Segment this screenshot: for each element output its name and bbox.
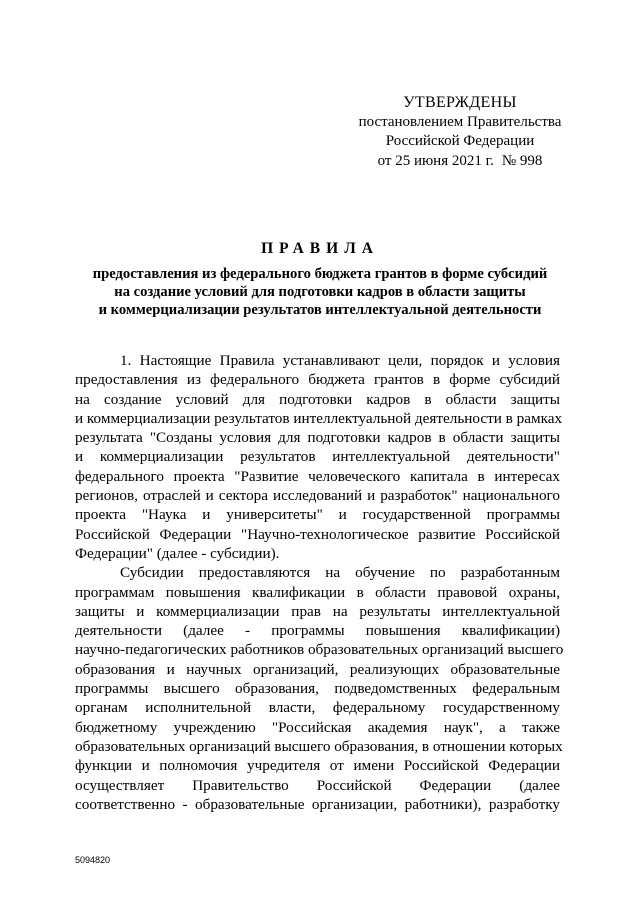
body-line: 1. Настоящие Правила устанавливают цели, порядок и условия xyxy=(120,352,560,369)
body-line: осуществляет Правительство Российской Федерации (далее xyxy=(75,776,560,794)
body-line: Субсидии предоставляются на обучение по разработанным xyxy=(120,564,560,582)
document-title: ПРАВИЛА xyxy=(261,240,379,257)
body-line: бюджетному учреждению "Российская академия наук", а также xyxy=(75,718,560,736)
body-line: органам исполнительной власти, федеральному государственному xyxy=(75,699,560,717)
body-line: Федерации" (далее - субсидии). xyxy=(75,544,280,562)
approval-date: от 25 июня 2021 г. xyxy=(377,152,494,169)
approval-number: № 998 xyxy=(501,152,543,169)
subtitle-line: и коммерциализации результатов интеллектуальной деятельности xyxy=(98,302,542,318)
document-code: 5094820 xyxy=(75,855,111,865)
body-line: предоставления из федерального бюджета грантов в форме субсидий xyxy=(75,371,560,389)
body-line: образования и научных организаций, реализующих образовательные xyxy=(75,660,560,678)
body-line: соответственно - образовательные организации, работники), разработку xyxy=(75,795,560,813)
subtitle-line: предоставления из федерального бюджета грантов в форме субсидий xyxy=(92,266,548,282)
body-line: на создание условий для подготовки кадров в области защиты xyxy=(75,390,560,408)
body-line: защиты и коммерциализации прав на результаты интеллектуальной xyxy=(75,602,560,620)
paragraph-2 xyxy=(75,563,564,814)
approval-line-2: Российской Федерации xyxy=(385,133,535,149)
approval-date-line xyxy=(340,152,580,172)
paragraph-1 xyxy=(75,351,563,563)
body-line: программы высшего образования, подведомственных федеральным xyxy=(75,680,560,698)
approval-block xyxy=(340,93,580,171)
document-subtitle xyxy=(60,265,580,319)
body-line: федерального проекта "Развитие человеческого капитала в интересах xyxy=(75,467,560,485)
body-line: Российской Федерации "Научно-технологическое развитие Российской xyxy=(75,525,560,543)
body-line: и коммерциализации результатов интеллектуальной деятельности" xyxy=(75,448,560,466)
approval-heading: УТВЕРЖДЕНЫ xyxy=(403,94,517,111)
body-line: проекта "Наука и университеты" и государственной программы xyxy=(75,506,560,524)
body-line: результата "Созданы условия для подготовки кадров в области защиты xyxy=(75,429,560,447)
body-line: научно-педагогических работников образовательных организаций высшего xyxy=(75,641,564,659)
document-body xyxy=(75,351,564,814)
body-line: функции и полномочия учредителя от имени Российской Федерации xyxy=(75,757,560,775)
body-line: образовательных организаций высшего образования, в отношении которых xyxy=(75,737,563,755)
body-line: программам повышения квалификации в области правовой охраны, xyxy=(75,583,560,601)
subtitle-line: на создание условий для подготовки кадров в области защиты xyxy=(114,284,526,300)
body-line: деятельности (далее - программы повышения квалификации) xyxy=(75,622,560,640)
approval-line-1: постановлением Правительства xyxy=(358,113,562,130)
body-line: и коммерциализации результатов интеллектуальной деятельности в рамках xyxy=(75,409,563,427)
body-line: регионов, отраслей и сектора исследований и разработок" национального xyxy=(75,487,560,505)
